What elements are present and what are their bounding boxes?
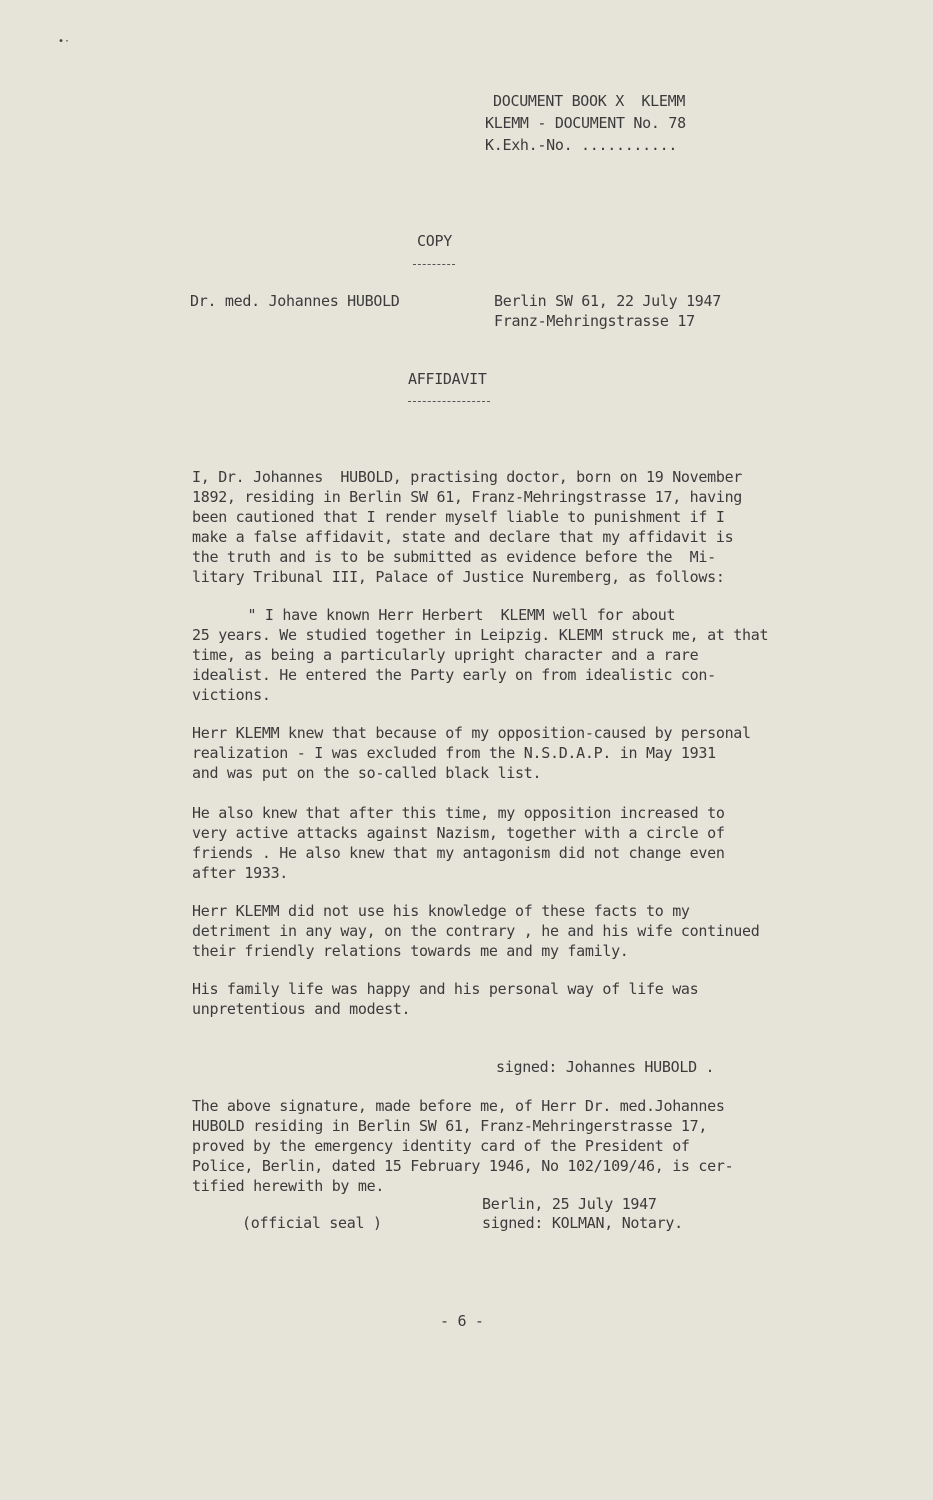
text-line: make a false affidavit, state and declare that my affidavit is xyxy=(192,528,734,546)
text-line: victions. xyxy=(192,686,271,704)
text-line: I, Dr. Johannes HUBOLD, practising doctor, born on 19 November xyxy=(192,468,743,486)
page-number: - 6 - xyxy=(440,1312,484,1330)
text-line: detriment in any way, on the contrary , he and his wife continued xyxy=(192,922,760,940)
margin-mark: •· xyxy=(58,36,71,47)
text-line: HUBOLD residing in Berlin SW 61, Franz-Mehringerstrasse 17, xyxy=(192,1117,708,1135)
notary-signature: signed: KOLMAN, Notary. xyxy=(482,1214,683,1232)
text-line: been cautioned that I render myself liable to punishment if I xyxy=(192,508,725,526)
signature-line: signed: Johannes HUBOLD . xyxy=(496,1058,715,1076)
text-line: Police, Berlin, dated 15 February 1946, No 102/109/46, is cer- xyxy=(192,1157,734,1175)
title-underline xyxy=(408,401,490,402)
sender-street: Franz-Mehringstrasse 17 xyxy=(494,312,695,330)
notary-place-date: Berlin, 25 July 1947 xyxy=(482,1195,657,1213)
text-line: " I have known Herr Herbert KLEMM well for about xyxy=(230,606,676,624)
text-line: tified herewith by me. xyxy=(192,1177,385,1195)
document-book-line: DOCUMENT BOOK X KLEMM xyxy=(493,92,686,110)
text-line: 1892, residing in Berlin SW 61, Franz-Mehringstrasse 17, having xyxy=(192,488,743,506)
sender-name: Dr. med. Johannes HUBOLD xyxy=(190,292,400,310)
text-line: Herr KLEMM knew that because of my opposition-caused by personal xyxy=(192,724,751,742)
text-line: unpretentious and modest. xyxy=(192,1000,411,1018)
text-line: 25 years. We studied together in Leipzig. KLEMM struck me, at that xyxy=(192,626,769,644)
copy-label: COPY xyxy=(417,232,452,250)
text-line: after 1933. xyxy=(192,864,289,882)
text-line: friends . He also knew that my antagonism did not change even xyxy=(192,844,725,862)
text-line: the truth and is to be submitted as evidence before the Mi- xyxy=(192,548,716,566)
document-number-line: KLEMM - DOCUMENT No. 78 xyxy=(485,114,686,132)
text-line: idealist. He entered the Party early on from idealistic con- xyxy=(192,666,716,684)
sender-place-date: Berlin SW 61, 22 July 1947 xyxy=(494,292,722,310)
text-line: Herr KLEMM did not use his knowledge of these facts to my xyxy=(192,902,690,920)
exhibit-number-line: K.Exh.-No. ........... xyxy=(485,136,678,154)
text-line: very active attacks against Nazism, together with a circle of xyxy=(192,824,725,842)
text-line: The above signature, made before me, of Herr Dr. med.Johannes xyxy=(192,1097,725,1115)
text-line: and was put on the so-called black list. xyxy=(192,764,542,782)
text-line: proved by the emergency identity card of the President of xyxy=(192,1137,690,1155)
text-line: His family life was happy and his personal way of life was xyxy=(192,980,699,998)
document-title: AFFIDAVIT xyxy=(408,370,487,388)
text-line: time, as being a particularly upright character and a rare xyxy=(192,646,699,664)
text-line: their friendly relations towards me and my family. xyxy=(192,942,629,960)
text-line: litary Tribunal III, Palace of Justice Nuremberg, as follows: xyxy=(192,568,725,586)
official-seal-label: (official seal ) xyxy=(242,1214,382,1232)
text-line: realization - I was excluded from the N.S.D.A.P. in May 1931 xyxy=(192,744,716,762)
copy-underline xyxy=(413,264,455,265)
text-line: He also knew that after this time, my opposition increased to xyxy=(192,804,725,822)
